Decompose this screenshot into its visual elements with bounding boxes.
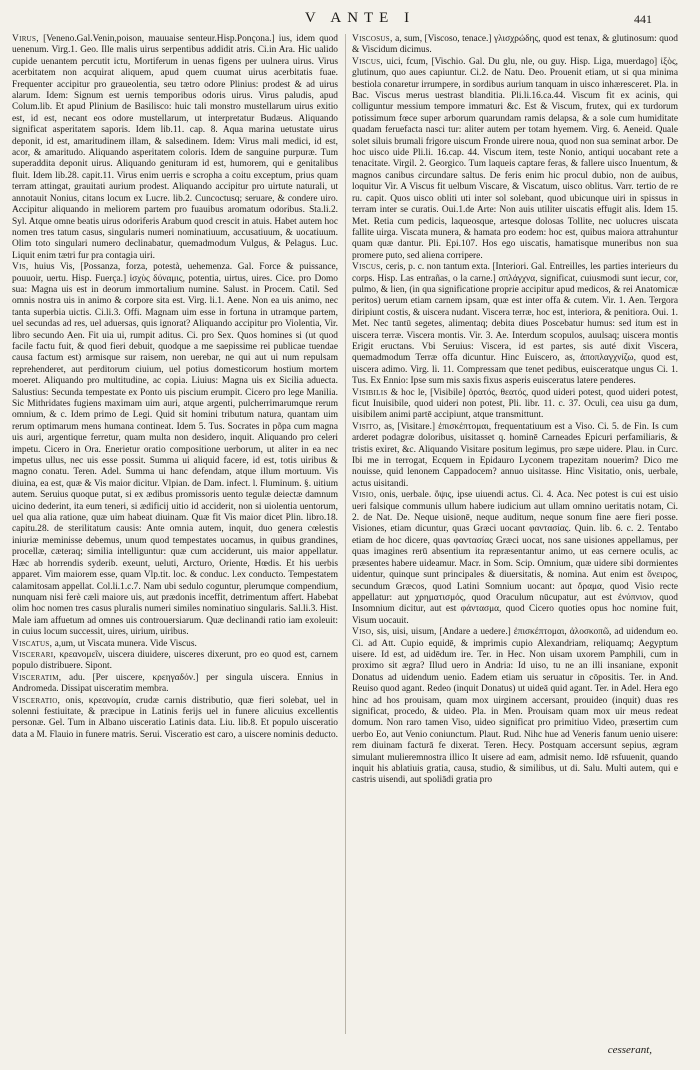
entry-headword: Visceratim, xyxy=(12,672,62,683)
running-head xyxy=(60,10,660,34)
entry-headword: Visio, xyxy=(352,490,377,501)
entry-visio xyxy=(352,490,678,627)
entry-viso xyxy=(352,627,678,787)
entry-visibilis xyxy=(352,388,678,422)
entry-viscatus xyxy=(12,639,338,650)
entry-viscus-ceris xyxy=(352,262,678,387)
entry-text: sis, uisi, uisum, [Andare a uedere.] ἐπισκέπτομαι, ἀλοσκοπῶ, ad uidendum eo. Ci. ad Att. Cupio equidē, & imprimis cupio Alexandriam, reliquamq; Aegyptum uisere. Id est, ad uidēdum ire. Ter. in Hec. Non uisam uxorem Pamphili, cum in proximo sit ægra? Illud uero in Andria: Id uiso, tu ne an illi insaniane, exponit Donatus ad uidendum uenio. Eadem etiam uis seruatur in cōpositis. Ter. in And. Reuiso quod agant. Redeo (inquit Donatus) ut uideā quid agant. Ter. in Adel. Hera ego hinc ad hos prouisam, quam mox uirginem accersant, prouideo (inquit) duas res significat, procedo, & uideo. Pla. in Men. Prouisam quam mox uir meus redeat domum. Non raro tamen Viso, uideo significat pro primitiuo Video, præsertim cum uerbo Eo, aut Venio coniunctum. Plaut. Rud. Nihc hue ad Veneris fanum uenio uisere: rem diuinam facturā fe dixerat. Teren. Hecy. Postquam accersunt sepius, ægram simulant mulieremnostra illico It uisere ad eam, admisit nemo. Idē rsfuuenit, quando inquit his ablatiuis gratia, causa, studio, & similibus, ut di. Salu. Multi autem, qui e castris uisendi, aut spoliādi gratia pro xyxy=(352,627,678,786)
entry-text: onis, uerbale. ὄψις, ipse uiuendi actus. Ci. 4. Aca. Nec potest is cui est uisio ueri falsique communis ullum habere iudicium aut ullam omnino ueritatis notam, Ci. 2. de Nat. De. Neque uisionē, neque auditum, neque sonum fine aere fieri posse. Visiones, etiam dicuntur, quas Græci uocant φαντασίας. Quin. lib. 6. c. 2. Tentabo etiam de hoc dicere, quas φαντασίας Græci uocat, nos sane uisiones appellamus, per quas imagines rerū absentium ita repræsentantur animo, ut eas cernere oculis, ac præsentes habere uideamur. Macr. in Som. Scip. Omnium, quæ uidere sibi dormientes uidentur, quinque sunt principales & diuersitatis, & nomina. Aut enim est ὄνειρος, secundum Græcos, quod Latini Somnium uocant: aut ὅραμα, quod Visio recte appellatur: aut χρηματισμός, quod Oraculum nūcupatur, aut est ἐνύπνιον, quod Insomnium dicitur, aut est φάντασμα, quod Cicero quoties opus hoc nomine fuit, Visum uocauit. xyxy=(352,490,678,626)
entry-virus xyxy=(12,34,338,262)
entry-headword: Viscerari, xyxy=(12,649,57,660)
entry-headword: Viscosus, xyxy=(352,34,393,44)
entry-text: κρεανομεῖν, uiscera diuidere, uisceres dixerunt, pro eo quod est, carnem populo distribuere. Sipont. xyxy=(12,649,338,672)
right-column xyxy=(352,34,678,1034)
entry-text: adu. [Per uiscere, κρεηγαδόν.] per singula uiscera. Ennius in Andromeda. Dissipat uisceratim membra. xyxy=(12,672,338,695)
entry-headword: Visito, xyxy=(352,421,381,432)
column-divider xyxy=(345,34,346,1034)
entry-headword: Visibilis xyxy=(352,387,388,398)
catchword: cesserant, xyxy=(607,1044,652,1056)
entry-text: a, sum, [Viscoso, tenace.] γλισχρώδης, quod est tenax, & glutinosum: quod & Viscidum dicimus. xyxy=(352,34,678,56)
entry-headword: Viso, xyxy=(352,627,374,638)
entry-headword: Viscatus, xyxy=(12,638,53,649)
entry-visceratio xyxy=(12,696,338,742)
running-title: V ANTE I xyxy=(304,10,416,26)
entry-headword: Viscus, xyxy=(352,262,384,273)
entry-headword: Viscus, xyxy=(352,56,384,67)
entry-text: ceris, p. c. non tantum exta. [Interiori. Gal. Entreilles, les parties interieurs du corps. Hisp. Las entrañas, o la carne.] σπλάγχνα, significat, cuiusmodi sunt iecur, cor, pulmo, & lien, (in qua significatione proprie accipitur apud medicos, & rei Anatomicæ peritos) uerum etiam carnem ipsam, quæ est inter offa & cutem. Vir. 1. Aen. Tergora diripiunt costis, & uiscera nudant. Viscera terræ, hoc est, interiora, & penitiora. Oui. 1. Met. Nec tantū segetes, alimentaq; debita diues Poscebatur humus: sed itum est in uiscera terræ. Viscera montis. Vir. 3. Ae. Interdum scopulos, auulsaq; uiscera montis Erigit eructans. Vbi Seruius: Viscera, id est partes, sis auté dixit Viscera, quemadmodum Terræ offa dicuntur. Hinc Euiscero, as, ἀποπλαγχνίζω, quod est, uiscera adimo. Virg. li. 11. Compressam que tenet pedibus, euisceratque ungus Ci. 1. Tus. Ex Ennio: Ipse sum mis saxis fixus asperis euisceratus latere penderes. xyxy=(352,262,678,387)
entry-text: as, [Visitare.] ἐπισκέπτομαι, frequentatiuum est a Viso. Ci. 5. de Fin. Is cum arderet podagræ doloribus, uisitasset q. hominē Carneades Epicuri perfamiliaris, & tristis exiret, &c. Aliquando Visitare positum legimus, pro sæpe uidere. Plau. in Curc. Ibi me in terrogat, Ecquem in Epidauro Lyconem trapezitam nouerim? Dico me nouisse, quid lenonem Cappadocem? annuo uisitasse. Hinc Visitatio, onis, uerbale, actus uisitandi. xyxy=(352,421,678,489)
entry-viscus-uisci xyxy=(352,57,678,262)
entry-text: & hoc le, [Visibile] ὁρατός, θεατός, quod uideri potest, quod uideri potest, ficut Inuisibile, quod uideri non potest, Pli. libr. 11. c. 37. Oculi, cea uisu ga dum, uisibilem animi partē accipiunt, atque transmittunt. xyxy=(352,387,678,421)
entry-text: uici, fcum, [Vischio. Gal. Du glu, nle, ou guy. Hisp. Liga, muerdago] ἰξὸς, glutinum, quo aues capiuntur. Ci.2. de Natu. Deo. Prouenit etiam, ut si qua minima bestiola conaretur irrumpere, in sordibus aurium tanquam in uisco inhæresceret. Pla. in Bac. Viscus merus uestrast blanditia. Pli.li.16.ca.44. Viscum fit ex acinis, qui colliguntur messium tempore immaturi &c. Est & Viscum, frutex, qui ex turdorum potissimum fœce super arborum quarundam ramis delapsa, & a sole cum humiditate quadam feruefacta nasci tur: aliter autem per totam hyemem. Virg. 6. Aeneid. Quale solet siluis brumali frigore uiscum Fronde uirere noua, quod non sua seminat arbor. De hoc uisco uide Pli.li. 16.cap. 44. Viscum item, teste Nonio, antiqui uocabant rete a tenacitate. Virgil. 2. Georgico. Tum laqueis captare feras, & fallere uisco Inuentum, & magnos canibus circundare saltus. De feris enim hic procul dubio, non de auibus, loquitur Vir. A Viscus fit uelbum Viscare, & Viscatum, uisco oblitus. Varr. tertio de re ru. capit. Quos uisco obliti uti inter sol solebant, quod ubicunque uiri in spissus in terram inter se curatis. Oui.1.de Arte: Non auis utiliter uiscatis effugit alis. Idem 15. Met. Retia cum pedicis, laqueosque, artesque dolosas Tollite, nec uolucres uiscata fallite uirga. Viscata munera, & hamata pro eodem: hoc est, quibus maiora attrahuntur quam quæ dantur. Pli. Epi.107. Hos ego uiscatis, hamatisque muneribus non sua promere puto, sed aliena corripere. xyxy=(352,56,678,261)
entry-text: [Veneno.Gal.Venin,poison, mauuaise senteur.Hisp.Ponçona.] ius, idem quod uenenum. Virg.1. Geo. Ille malis uirus serpentibus addidit atris. Ci.in Ara. Hic ualido cupide uenantem percutit ictu, Mortiferum in uenas figens per uulnera uirus. Virus acerbitatem non acquirat aliquem, apud quem cuumat uirus acerbitatis fuae. Frequenter accipitur pro graueolentia, seu tætro odore Plinius: prodest & ad uirus alarum. Idem: Signum est uernis temporibus odoris uirus. Virus paludis, apud Colum.lib. Et apud Plinium de Basilisco: huic tali monstro mustellarum uirus exitio est, id est, necant eos odore mustellarum, ut interpretatur Budæus. Aliquando significat asperitatem saporis. Idem lib.11. cap. 8. Aqua marina uetustate uirus deponit, id est, amaritudinem illam, & salsedinem. Idem: Virus mali medici, id est, acor, & amaritudo. Aliquando asperitatem coloris. Idem de sanguine purpuræ. Tum superaddita deponit uirus. Aliquando genituram id est, humorem, qui e genitalibus fluit. Idem lib.28. capit.11. Virus enim uerris e scropha a coitu exceptum, prius quam terram attingat, grauitati aurium prodest. Aliquando accipitur pro uirtute naturali, ut annotauit Nonius, citans locum ex Lucre. lib.2. Cuncoctusq; seruare, & condere uiro. Accipitur aliquando in meliorem partem pro fuauibus aromatum odoribus. Sta.li.2. Syl. Atque omne beatis uirus odoriferis Arabum quod crescit in atuis. Habet autem hoc nomen tres tatum casus, singularis numeri nominatiuum, accusatiuum, & uocatiuum. Olim toto singulari numero declinabatur, quemadmodum Vulgus, & Pelagus. Luc. Liquit enim tætri fur pra contagia uiri. xyxy=(12,34,338,261)
entry-visceratim xyxy=(12,673,338,696)
entry-text: a,um, ut Viscata munera. Vide Viscus. xyxy=(54,638,197,649)
entry-viscosus xyxy=(352,34,678,57)
entry-text: huius Vis, [Possanza, forza, potestà, uehemenza. Gal. Force & puissance, pouuoir, uertu. Hisp. Fuerça.] ἰσχὺς δύναμις, potentia, uirtus, uires. Cice. pro Domo sua: Magna uis est in deorum immortalium numine. Salust. in Procem. Catil. Sed omnis nostra uis in animo & corpore sita est. Virg. li.1. Aene. Non ea uis animo, nec tanta superbia uictis. Ci.li.3. Offi. Magnam uim esse in fortuna in utramque partem, uel secundas ad res, uel aduersas, quis ignorat? Aliquando accipitur pro Violentia, Vir. libro secundo Aen. Fit uia ui, rumpit aditus. Ci. pro Sex. Quos homines si (ut quod facile factu fuit, & quod fieri debuit, quodque a me saepissime rei publicae tuendae causa factum est) armisque sur raisem, non uerebar, ne qui aut ui num repulsam reprehenderet, aut perditorum ciuium, uel potius domesticorum hostium mortem moeret. Aliquando pro multitudine, ac copia. Liuius: Magna uis ex Sicilia adueсta. Salustius: Secunda tempestate ex Ponto uis piscium erumpit. Cicero pro lege Manilia. Sic Mithridates fugiens maximam uim auri, atque argenti, pulcherrimarumque rerum omnium, & c. Idem primo de Legi. Quid sit homini tributum natura, quantam uim rerum optimarum mens humana contineat. Idem 5. Tus. Socrates in põpa cum magna uis auri, argentique ferretur, quam multa non desidero, inquit. Aliquando pro celeri impetu. Cicero in Ora. Enerietur oratio compositione uerborum, ut aliter in ea nec impetus ullus, nec uis esse possit. Summa ui aliquid facere, id est, totis uiribus & magno conatu. Teren. Adel. Summa ui hanc defendam, atque illum mortuum. Vis diuina, ea est, quæ & Vis maior dicitur. Vlpian. de Dam. infect. l. Fluminum. §. uitium autem. Seruius quoque putat, si ex ædibus promissoris uento tegulæ deiectæ damnum uicino dederint, ita eum teneri, si ædificij uitio id acciderit, non si uiolentia uentorum, uel qua alia ratione, quæ uim habeat diuinam. Quæ fit Vis maior dicet Plin. libro.18. capitu.28. de sterilitatum causis: Ante omnia autem, inquit, duo genera cœlestis iniuriæ meminisse debemus, unum quod tempestates uocamus, in quibus grandines, procellæ, cæteraq; similia intelliguntur: quæ cum acciderunt, uis maior appellatur. Hæc ab horrendis syderib. exeunt, ueluti, Arcturo, Oriente, Hœdis. Et his uerbis apparet. Vim maiorem esse, quam Vlp.tit. loc. & conduc. l.ex conducto. Tempestatem calamitosam appellat. Col.li.1.c.7. Nam ubi sedulo coguntur, plerumque compendium, nunquam nisi ferè cæli maiore uis, aut prædonis inceffit, detrimentum affert. Habebat olim hoc nomen tres casus pluralis numeri similes nominatiuo singularis. Sal.li.3. Hist. Male iam affuetum ad omnes uis controuersiarum. Quæ declinandi ratio iam exoleuit: in cuius locum successit, uires, uirium, uiribus. xyxy=(12,262,338,638)
entry-viscerari xyxy=(12,650,338,673)
text-columns xyxy=(12,34,684,1034)
entry-visito xyxy=(352,422,678,490)
entry-headword: Virus, xyxy=(12,34,39,44)
entry-text: onis, κρεανομία, crudæ carnis distributio, quæ fieri solebat, uel in solenni festiuitate, & præcipue in Latinis ferijs uel in funere alicuius excellentis personæ. Gel. Tum in Albano uisceratio Latinis data. Liu. lib.8. Et populo uisceratio data a M. Flauio in funere matris. Serui. Visceratio est caro, a uiscere nominis deducto. xyxy=(12,695,338,740)
left-column xyxy=(12,34,338,1034)
page-number: 441 xyxy=(634,12,652,26)
entry-headword: Vis, xyxy=(12,262,29,273)
entry-vis xyxy=(12,262,338,638)
entry-headword: Visceratio, xyxy=(12,695,61,706)
